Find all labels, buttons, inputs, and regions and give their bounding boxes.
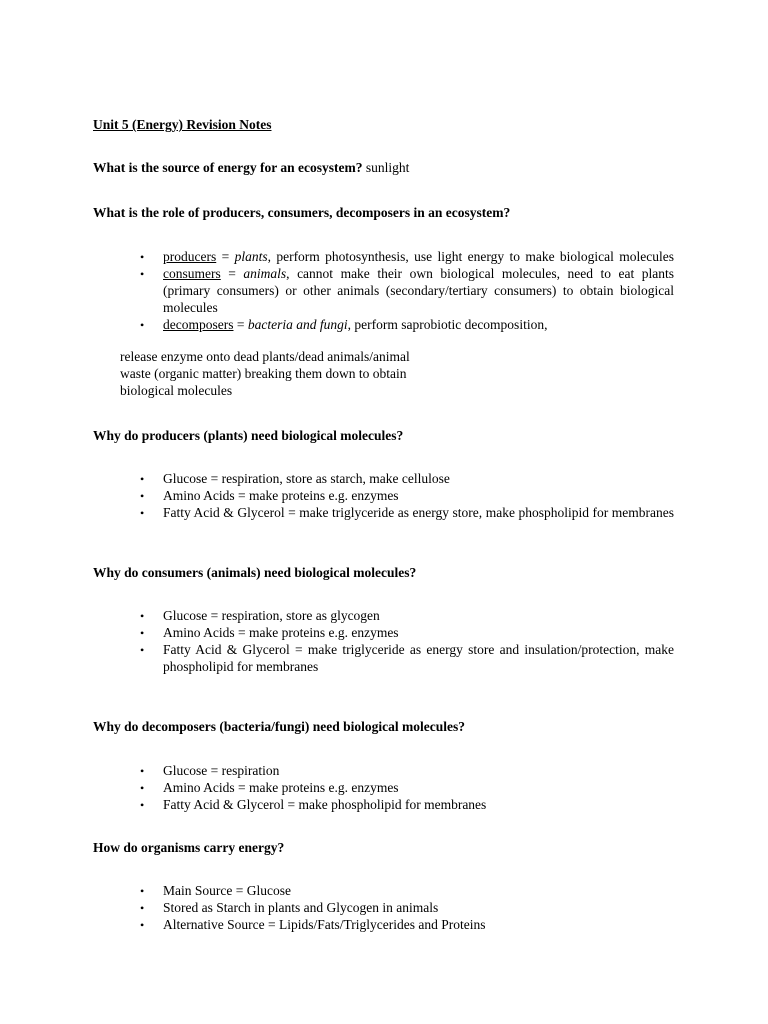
list-item: • Glucose = respiration, store as starch, make cellulose	[163, 471, 674, 488]
decomposers-list	[163, 763, 674, 814]
page-title: Unit 5 (Energy) Revision Notes	[93, 117, 272, 132]
question-decomposers: Why do decomposers (bacteria/fungi) need biological molecules?	[93, 719, 465, 734]
list-item: • Alternative Source = Lipids/Fats/Triglycerides and Proteins	[163, 917, 674, 934]
list-item: • Fatty Acid & Glycerol = make phospholipid for membranes	[163, 797, 674, 814]
kind-bacteria-fungi: bacteria and fungi	[247, 316, 348, 332]
kind-animals: animals	[243, 265, 287, 281]
answer-text: sunlight	[362, 160, 410, 175]
question-consumers: Why do consumers (animals) need biological molecules?	[93, 565, 417, 580]
term-consumers: consumers	[163, 265, 221, 281]
producers-list	[163, 471, 674, 522]
list-item: • Amino Acids = make proteins e.g. enzymes	[163, 625, 674, 642]
list-item: • Glucose = respiration	[163, 763, 674, 780]
list-item: • Fatty Acid & Glycerol = make triglyceride as energy store and insulation/protection, make phospholipid for membranes	[163, 642, 674, 676]
kind-plants: plants	[234, 249, 268, 264]
list-item: • Amino Acids = make proteins e.g. enzymes	[163, 488, 674, 505]
list-item: • Amino Acids = make proteins e.g. enzymes	[163, 780, 674, 797]
list-item: • Fatty Acid & Glycerol = make triglyceride as energy store, make phospholipid for membranes	[163, 505, 674, 522]
question-roles: What is the role of producers, consumers, decomposers in an ecosystem?	[93, 205, 511, 220]
term-producers: producers	[163, 249, 217, 264]
list-item-producers: • producers = plants, perform photosynthesis, use light energy to make biological molecules	[163, 249, 674, 266]
roles-list	[163, 249, 674, 334]
carry-energy-list	[163, 883, 674, 934]
list-item: • Glucose = respiration, store as glycogen	[163, 608, 674, 625]
question-carry-energy: How do organisms carry energy?	[93, 840, 285, 855]
list-item: • Stored as Starch in plants and Glycogen in animals	[163, 900, 674, 917]
list-item-consumers: • consumers = animals, cannot make their own biological molecules, need to eat plants (primary consumers) or other animals (secondary/tertiary consumers) to obtain biological molecules	[163, 266, 674, 317]
question-text: What is the source of energy for an ecosystem?	[93, 160, 363, 175]
question-energy-source	[93, 160, 409, 176]
list-item: • Main Source = Glucose	[163, 883, 674, 900]
consumers-list	[163, 608, 674, 676]
question-producers: Why do producers (plants) need biological molecules?	[93, 428, 404, 443]
list-item-decomposers: • decomposers = bacteria and fungi, perform saprobiotic decomposition,	[163, 317, 674, 334]
term-decomposers: decomposers	[163, 316, 234, 332]
decomposers-continuation: release enzyme onto dead plants/dead animals/animal waste (organic matter) breaking them down to obtain biological molecules	[120, 349, 410, 398]
